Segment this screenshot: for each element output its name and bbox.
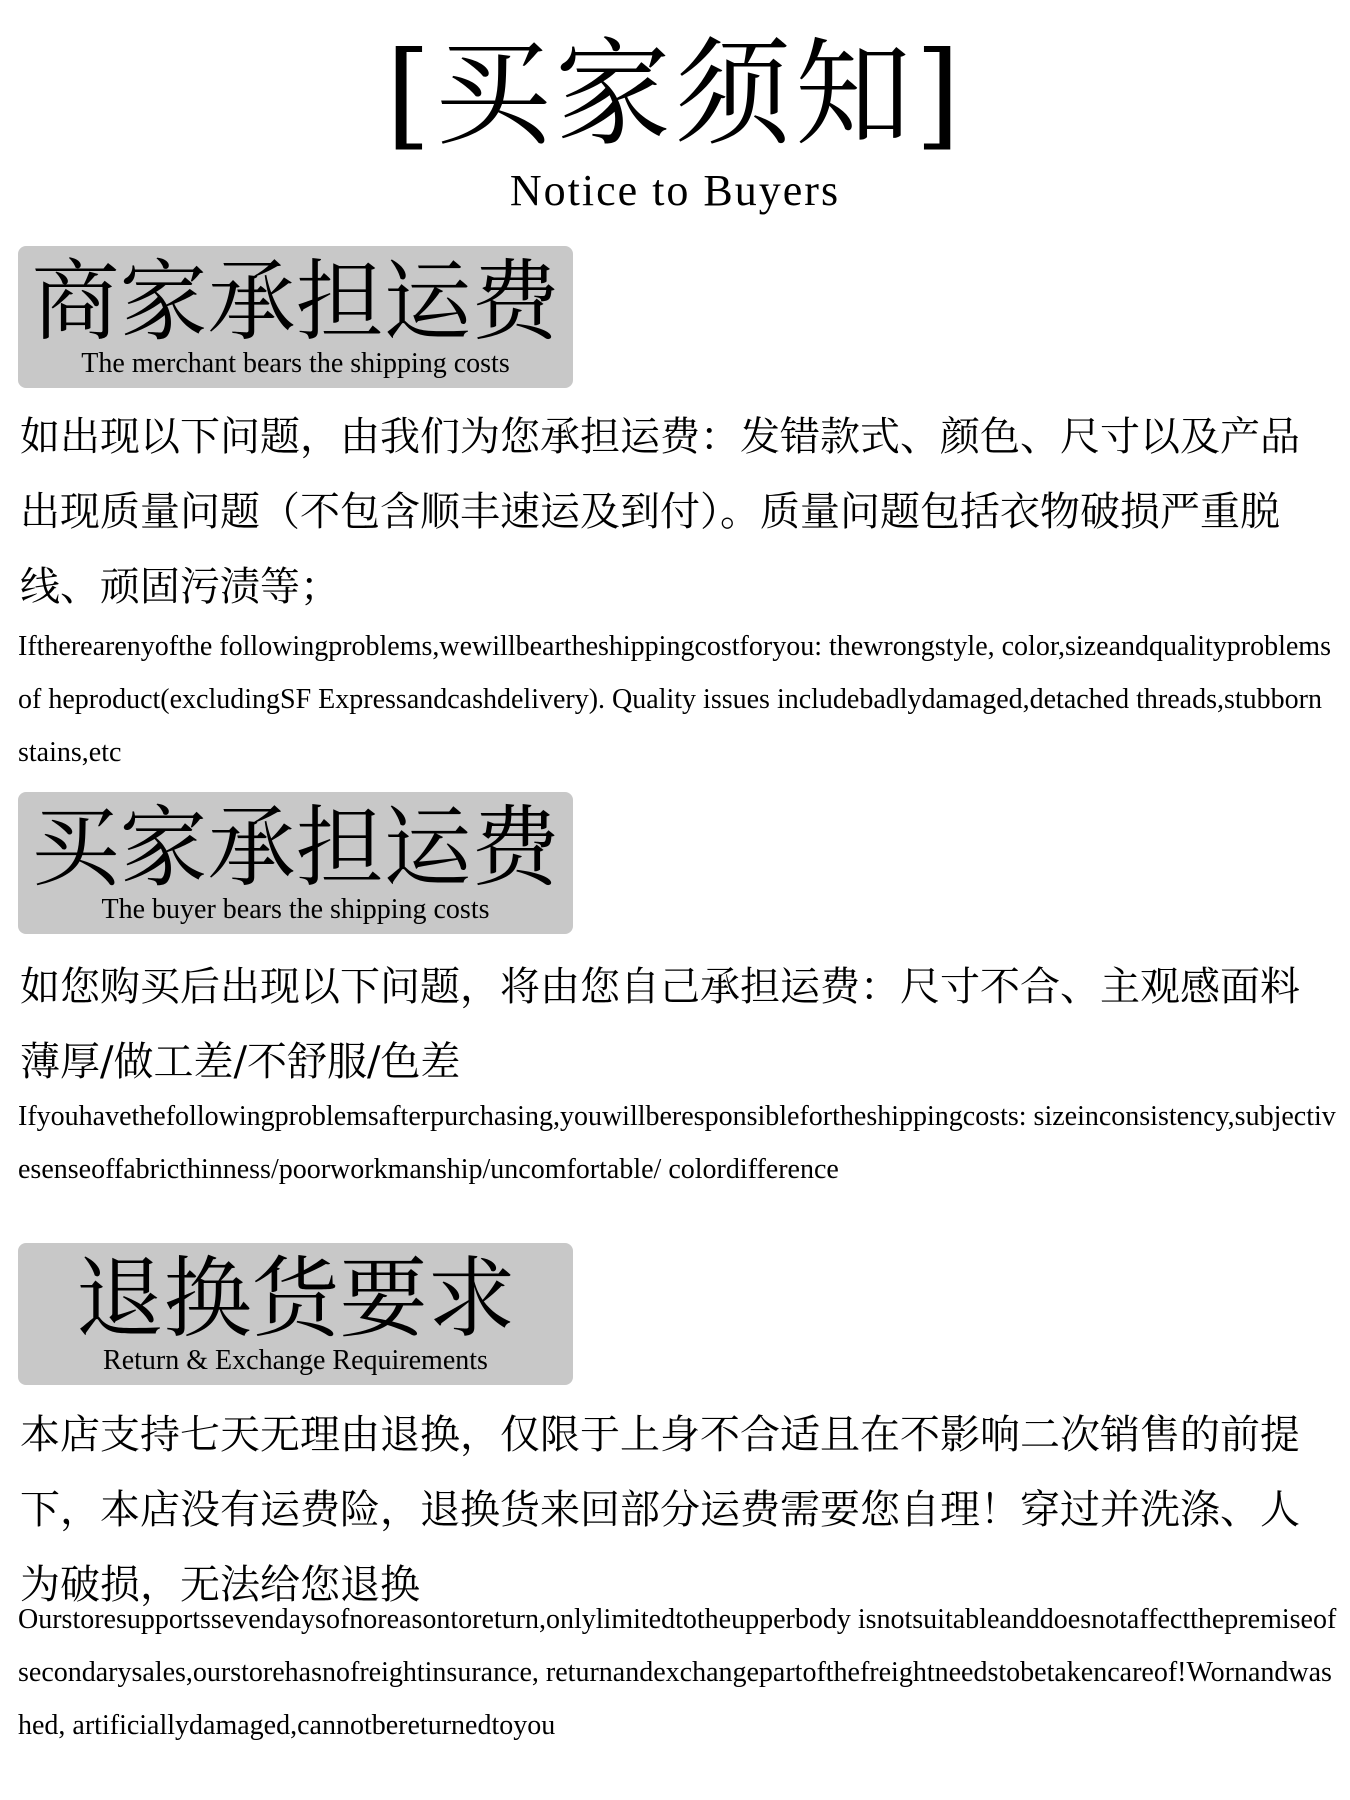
section-heading-en: Return & Exchange Requirements <box>103 1345 488 1376</box>
section-text-cn: 如出现以下问题，由我们为您承担运费：发错款式、颜色、尺寸以及产品出现质量问题（不包含顺丰速运及到付）。质量问题包括衣物破损严重脱线、顽固污渍等； <box>20 414 1300 610</box>
section-text-cn: 本店支持七天无理由退换，仅限于上身不合适且在不影响二次销售的前提下，本店没有运费险，退换货来回部分运费需要您自理！穿过并洗涤、人为破损，无法给您退换 <box>20 1412 1300 1608</box>
page-subtitle: Notice to Buyers <box>509 166 841 215</box>
page-title: [买家须知] <box>385 27 965 162</box>
section-badge <box>18 1243 573 1385</box>
section-text-cn: 如您购买后出现以下问题，将由您自己承担运费：尺寸不合、主观感面料薄厚/做工差/不舒服/色差 <box>20 964 1300 1085</box>
section-text-en: Ifyouhavethefollowingproblemsafterpurchasing,youwillberesponsiblefortheshippingcosts: sizeinconsistency,subjectivesenseoffabricthinness/poorworkmanship/uncomfortable/ colordifference <box>18 1101 1336 1185</box>
section-heading-en: The buyer bears the shipping costs <box>101 894 490 925</box>
section-badge <box>18 246 573 388</box>
section-heading-cn: 退换货要求 <box>75 1247 516 1350</box>
section-heading-cn: 买家承担运费 <box>31 796 560 899</box>
section-text-en: Iftherearenyofthe followingproblems,wewillbeartheshippingcostforyou: thewrongstyle, color,sizeandqualityproblemsof heproduct(excludingSF Expressandcashdelivery). Quality issues includebadlydamaged,detached threads,stubborn stains,etc <box>18 631 1331 768</box>
section-text-en: Ourstoresupportssevendaysofnoreasontoreturn,onlylimitedtotheupperbody isnotsuitableanddoesnotaffectthepremiseofsecondarysales,ourstorehasnofreightinsurance, returnandexchangepartofthefreightneedstobetakencareof!Wornandwashed, artificiallydamaged,cannotbereturnedtoyou <box>18 1604 1337 1741</box>
section-badge <box>18 792 573 934</box>
section-heading-en: The merchant bears the shipping costs <box>81 348 510 379</box>
section-heading-cn: 商家承担运费 <box>31 250 560 353</box>
